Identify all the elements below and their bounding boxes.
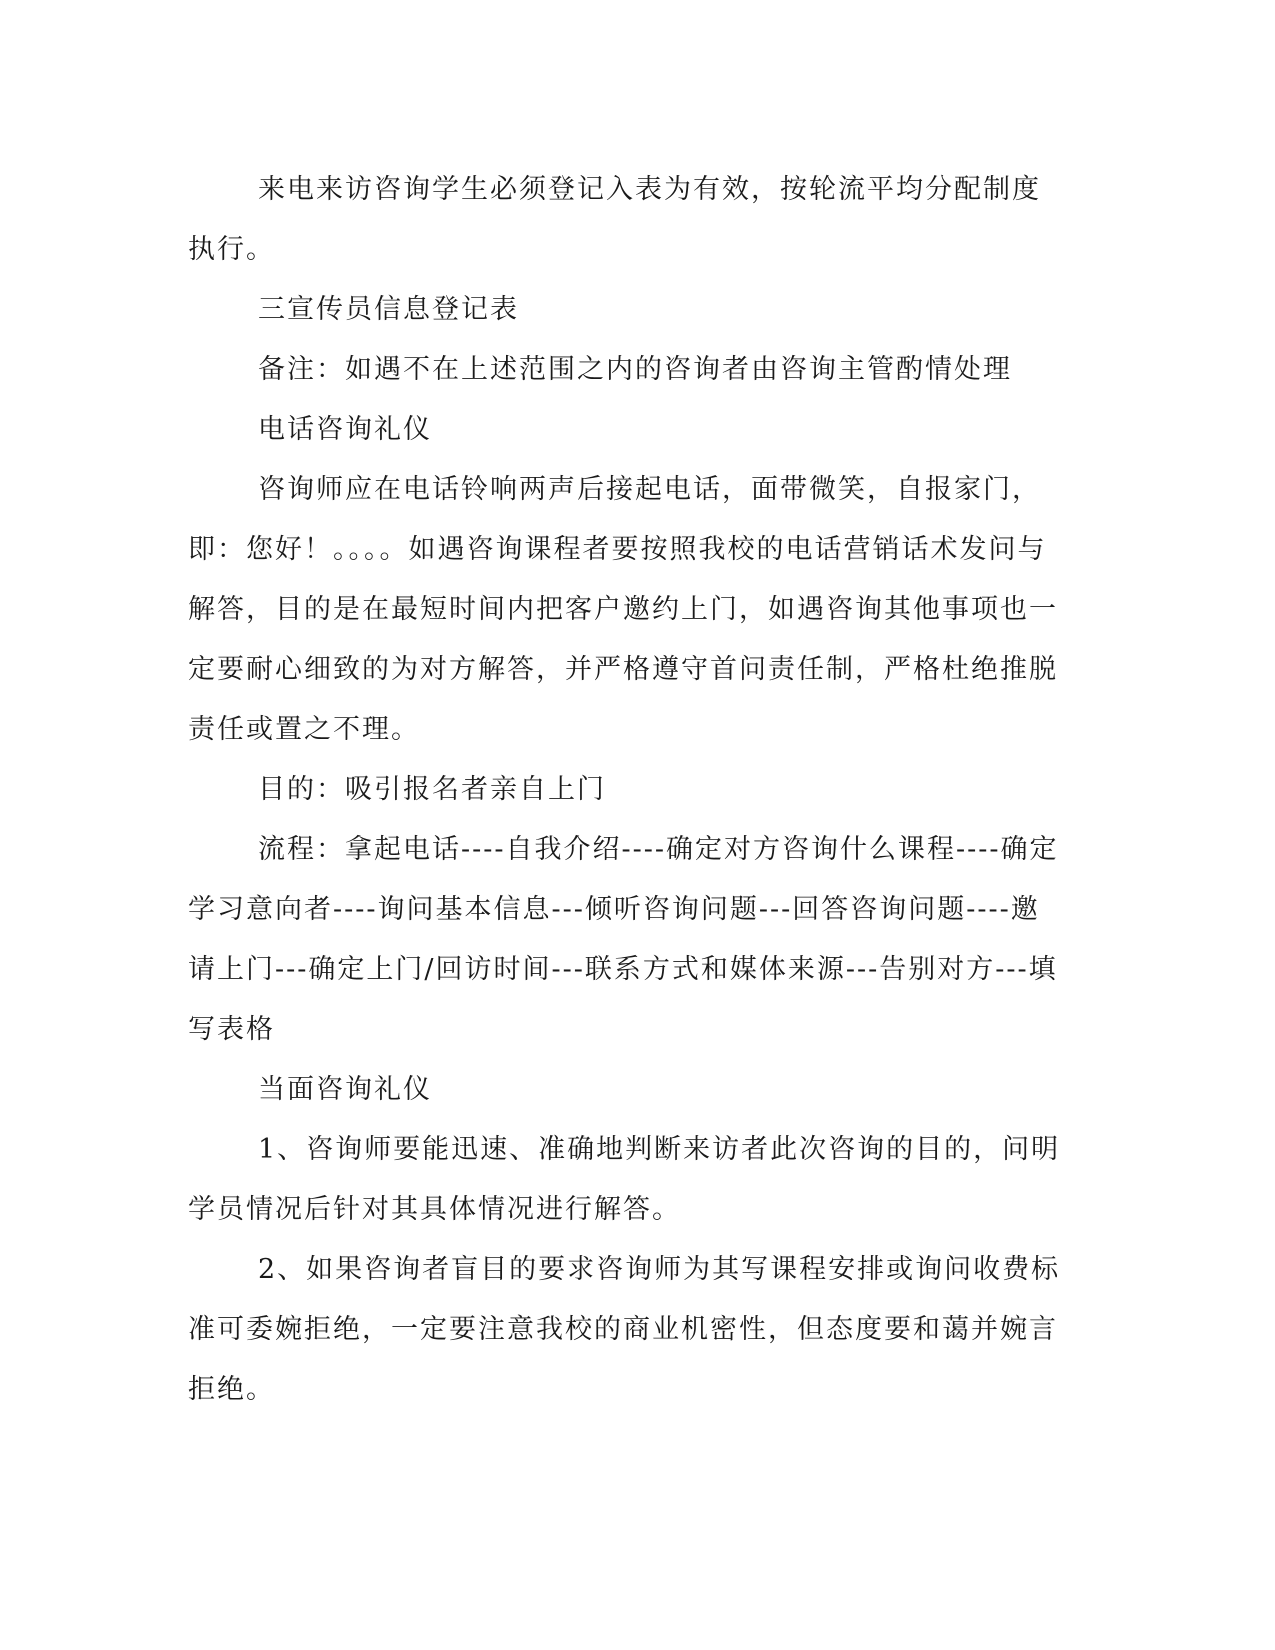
paragraph-purpose: 目的：吸引报名者亲自上门 [258,774,606,805]
paragraph-publicist-form: 三宣传员信息登记表 [258,294,519,325]
paragraph-item-2: 2、如果咨询者盲目的要求咨询师为其写课程安排或询问收费标准可委婉拒绝，一定要注意我校的商业机密性，但态度要和蔼并婉言拒绝。 [188,1254,1061,1405]
paragraph-item-1: 1、咨询师要能迅速、准确地判断来访者此次咨询的目的，问明学员情况后针对其具体情况进行解答。 [188,1134,1061,1225]
heading-face-to-face-etiquette: 当面咨询礼仪 [258,1074,432,1105]
document-body [188,160,1068,1420]
heading-phone-etiquette: 电话咨询礼仪 [258,414,432,445]
paragraph-registration-rule: 来电来访咨询学生必须登记入表为有效，按轮流平均分配制度执行。 [188,174,1041,265]
paragraph-phone-etiquette: 咨询师应在电话铃响两声后接起电话，面带微笑，自报家门，即：您好！。。。。如遇咨询课程者要按照我校的电话营销话术发问与解答，目的是在最短时间内把客户邀约上门，如遇咨询其他事项也一定要耐心细致的为对方解答，并严格遵守首问责任制，严格杜绝推脱责任或置之不理。 [188,474,1058,745]
paragraph-process: 流程：拿起电话----自我介绍----确定对方咨询什么课程----确定学习意向者----询问基本信息---倾听咨询问题---回答咨询问题----邀请上门---确定上门/回访时间---联系方式和媒体来源---告别对方---填写表格 [188,834,1059,1045]
paragraph-remark: 备注：如遇不在上述范围之内的咨询者由咨询主管酌情处理 [258,354,1012,385]
